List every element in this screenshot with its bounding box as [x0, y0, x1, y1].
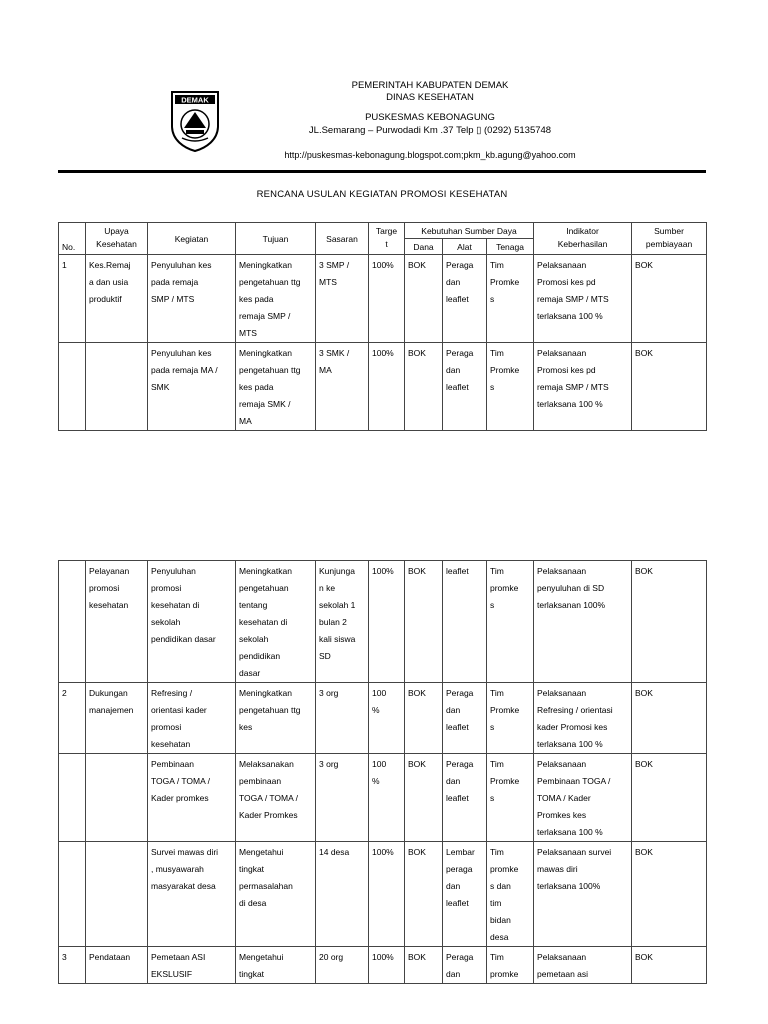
cell-tujuan: Meningkatkan pengetahuan tentang kesehatan di sekolah pendidikan dasar	[236, 561, 316, 683]
cell-alat: Lembar peraga dan leaflet	[443, 842, 487, 947]
cell-sasaran: 3 SMP / MTS	[316, 255, 369, 343]
cell-no: 3	[59, 947, 86, 984]
col-header-upaya: Upaya Kesehatan	[86, 223, 148, 255]
cell-kegiatan: Penyuluhan kes pada remaja MA / SMK	[148, 343, 236, 431]
cell-tenaga: Tim promke s dan tim bidan desa	[487, 842, 534, 947]
cell-target: 100%	[369, 561, 405, 683]
cell-upaya	[86, 842, 148, 947]
col-header-dana: Dana	[405, 239, 443, 255]
cell-kegiatan: Survei mawas diri , musyawarah masyarakat desa	[148, 842, 236, 947]
cell-tujuan: Meningkatkan pengetahuan ttg kes	[236, 683, 316, 754]
cell-target: 100 %	[369, 754, 405, 842]
cell-alat: Peraga dan leaflet	[443, 754, 487, 842]
cell-tujuan: Meningkatkan pengetahuan ttg kes pada remaja SMK / MA	[236, 343, 316, 431]
cell-target: 100%	[369, 255, 405, 343]
cell-target: 100%	[369, 343, 405, 431]
cell-sasaran: 20 org	[316, 947, 369, 984]
cell-dana: BOK	[405, 947, 443, 984]
header-line-department: DINAS KESEHATAN	[386, 92, 474, 103]
col-header-alat: Alat	[443, 239, 487, 255]
col-header-target: Targe t	[369, 223, 405, 255]
cell-tenaga: Tim Promke s	[487, 255, 534, 343]
col-header-kegiatan: Kegiatan	[148, 223, 236, 255]
cell-kegiatan: Penyuluhan promosi kesehatan di sekolah pendidikan dasar	[148, 561, 236, 683]
cell-sasaran: 3 org	[316, 683, 369, 754]
table-row	[59, 683, 707, 754]
cell-indikator: Pelaksanaan pemetaan asi	[534, 947, 632, 984]
cell-sumber: BOK	[632, 947, 707, 984]
cell-sasaran: 3 SMK / MA	[316, 343, 369, 431]
col-header-tujuan: Tujuan	[236, 223, 316, 255]
cell-indikator: Pelaksanaan survei mawas diri terlaksana 100%	[534, 842, 632, 947]
cell-no: 2	[59, 683, 86, 754]
document-title: RENCANA USULAN KEGIATAN PROMOSI KESEHATAN	[256, 189, 508, 200]
cell-upaya: Pendataan	[86, 947, 148, 984]
cell-dana: BOK	[405, 683, 443, 754]
cell-upaya	[86, 343, 148, 431]
cell-dana: BOK	[405, 343, 443, 431]
cell-target: 100%	[369, 947, 405, 984]
cell-upaya	[86, 754, 148, 842]
table-header-row	[59, 223, 707, 239]
cell-dana: BOK	[405, 561, 443, 683]
cell-dana: BOK	[405, 754, 443, 842]
cell-tujuan: Mengetahui tingkat	[236, 947, 316, 984]
header-line-puskesmas: PUSKESMAS KEBONAGUNG	[365, 112, 495, 123]
cell-sasaran: 3 org	[316, 754, 369, 842]
col-header-tenaga: Tenaga	[487, 239, 534, 255]
table-row	[59, 754, 707, 842]
cell-alat: leaflet	[443, 561, 487, 683]
cell-sumber: BOK	[632, 255, 707, 343]
cell-sumber: BOK	[632, 842, 707, 947]
header-line-contact: http://puskesmas-kebonagung.blogspot.com;pkm_kb.agung@yahoo.com	[284, 150, 576, 160]
cell-indikator: Pelaksanaan penyuluhan di SD terlaksanan 100%	[534, 561, 632, 683]
cell-kegiatan: Penyuluhan kes pada remaja SMP / MTS	[148, 255, 236, 343]
cell-sumber: BOK	[632, 561, 707, 683]
cell-tenaga: Tim Promke s	[487, 754, 534, 842]
cell-tujuan: Mengetahui tingkat permasalahan di desa	[236, 842, 316, 947]
cell-sumber: BOK	[632, 754, 707, 842]
cell-indikator: Pelaksanaan Pembinaan TOGA / TOMA / Kader Promkes kes terlaksana 100 %	[534, 754, 632, 842]
table-row	[59, 343, 707, 431]
table-row	[59, 561, 707, 683]
cell-dana: BOK	[405, 255, 443, 343]
cell-no	[59, 754, 86, 842]
cell-no: 1	[59, 255, 86, 343]
table-row	[59, 255, 707, 343]
cell-indikator: Pelaksanaan Promosi kes pd remaja SMP / MTS terlaksana 100 %	[534, 343, 632, 431]
cell-sumber: BOK	[632, 683, 707, 754]
col-header-sumber: Sumber pembiayaan	[632, 223, 707, 255]
svg-text:DEMAK: DEMAK	[181, 95, 209, 105]
cell-no	[59, 842, 86, 947]
cell-upaya: Kes.Remaj a dan usia produktif	[86, 255, 148, 343]
cell-sasaran: Kunjunga n ke sekolah 1 bulan 2 kali siswa SD	[316, 561, 369, 683]
cell-target: 100 %	[369, 683, 405, 754]
cell-alat: Peraga dan	[443, 947, 487, 984]
cell-dana: BOK	[405, 842, 443, 947]
cell-tenaga: Tim promke s	[487, 561, 534, 683]
cell-tenaga: Tim promke	[487, 947, 534, 984]
cell-tujuan: Melaksanakan pembinaan TOGA / TOMA / Kader Promkes	[236, 754, 316, 842]
table-row	[59, 842, 707, 947]
cell-alat: Peraga dan leaflet	[443, 255, 487, 343]
header-line-government: PEMERINTAH KABUPATEN DEMAK	[351, 80, 509, 91]
cell-tenaga: Tim Promke s	[487, 343, 534, 431]
cell-target: 100%	[369, 842, 405, 947]
cell-tujuan: Meningkatkan pengetahuan ttg kes pada remaja SMP / MTS	[236, 255, 316, 343]
cell-kegiatan: Pembinaan TOGA / TOMA / Kader promkes	[148, 754, 236, 842]
cell-no	[59, 343, 86, 431]
col-header-kebutuhan: Kebutuhan Sumber Daya	[405, 223, 534, 239]
letterhead-divider	[58, 170, 706, 173]
cell-upaya: Dukungan manajemen	[86, 683, 148, 754]
cell-indikator: Pelaksanaan Refresing / orientasi kader Promosi kes terlaksana 100 %	[534, 683, 632, 754]
activity-table-top	[58, 222, 707, 431]
cell-upaya: Pelayanan promosi kesehatan	[86, 561, 148, 683]
cell-indikator: Pelaksanaan Promosi kes pd remaja SMP / MTS terlaksana 100 %	[534, 255, 632, 343]
cell-sumber: BOK	[632, 343, 707, 431]
cell-kegiatan: Refresing / orientasi kader promosi kesehatan	[148, 683, 236, 754]
col-header-indikator: Indikator Keberhasilan	[534, 223, 632, 255]
cell-no	[59, 561, 86, 683]
cell-kegiatan: Pemetaan ASI EKSLUSIF	[148, 947, 236, 984]
header-line-address: JL.Semarang – Purwodadi Km .37 Telp ▯ (0292) 5135748	[308, 125, 552, 136]
table-row	[59, 947, 707, 984]
col-header-no: No.	[59, 223, 86, 255]
cell-alat: Peraga dan leaflet	[443, 343, 487, 431]
col-header-sasaran: Sasaran	[316, 223, 369, 255]
cell-sasaran: 14 desa	[316, 842, 369, 947]
cell-tenaga: Tim Promke s	[487, 683, 534, 754]
activity-table-bottom	[58, 560, 707, 984]
cell-alat: Peraga dan leaflet	[443, 683, 487, 754]
